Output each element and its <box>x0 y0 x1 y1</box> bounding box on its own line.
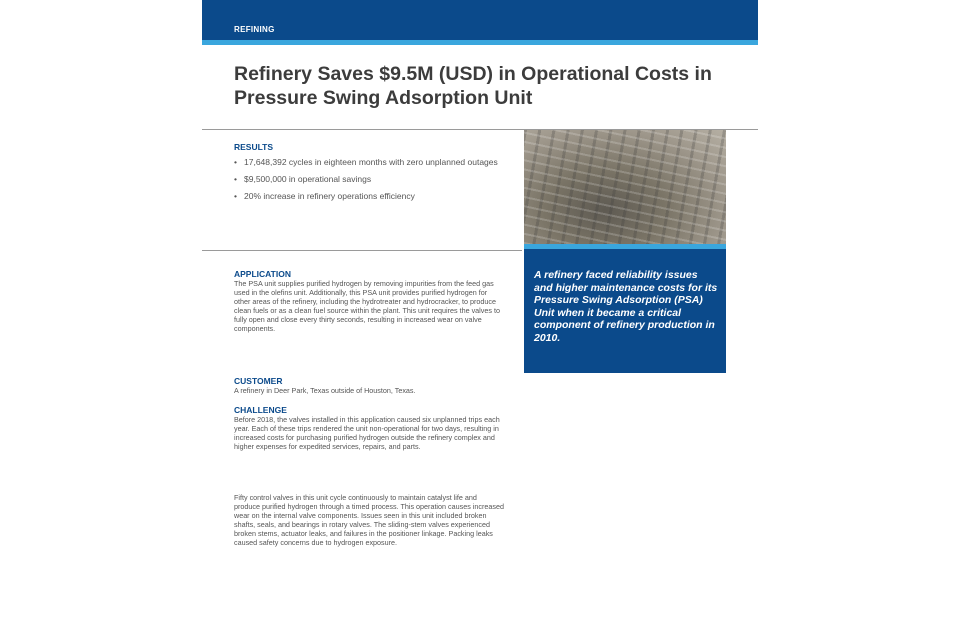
application-heading: APPLICATION <box>234 269 291 279</box>
challenge-text-2: Fifty control valves in this unit cycle continuously to maintain catalyst life and produce purified hydrogen through a timed process. This operation causes increased wear on the internal valve components. Issues seen in this unit included broken shafts, seals, and bearings in rotary valves. The sliding-stem valves experienced broken stems, actuator leaks, and failures in the positioner linkage. Packing leaks caused safety concerns due to hydrogen exposure. <box>234 493 504 547</box>
callout-text: A refinery faced reliability issues and higher maintenance costs for its Pressure Swing Adsorption (PSA) Unit when it became a critical component of refinery production in 2010. <box>534 269 718 344</box>
results-heading: RESULTS <box>234 142 274 152</box>
results-list <box>234 157 504 208</box>
header-band <box>202 0 758 44</box>
customer-text: A refinery in Deer Park, Texas outside of Houston, Texas. <box>234 386 416 395</box>
challenge-text-1: Before 2018, the valves installed in this application caused six unplanned trips each year. Each of these trips rendered the unit non-operational for two days, resulting in increased costs for purchasing purified hydrogen outside the refinery complex and higher expenses for expedited services, repairs, and parts. <box>234 415 500 451</box>
result-item: • $9,500,000 in operational savings <box>234 174 504 185</box>
category-label: REFINING <box>234 25 275 34</box>
case-study-page <box>202 0 758 640</box>
result-item: • 20% increase in refinery operations efficiency <box>234 191 504 202</box>
application-text: The PSA unit supplies purified hydrogen by removing impurities from the feed gas used in the olefins unit. Additionally, this PSA unit provides purified hydrogen for other areas of the refinery, including the hydrotreater and hydrocracker, to produce clean fuels or as a clean fuel source within the plant. This unit requires the valves to fully open and close every thirty seconds, resulting in increased wear on valve components. <box>234 279 500 333</box>
callout-box <box>524 249 726 373</box>
refinery-aerial-photo <box>524 130 726 244</box>
page-title: Refinery Saves $9.5M (USD) in Operational Costs in Pressure Swing Adsorption Unit <box>234 63 712 109</box>
divider-middle <box>202 250 522 251</box>
result-item: • 17,648,392 cycles in eighteen months with zero unplanned outages <box>234 157 504 168</box>
customer-heading: CUSTOMER <box>234 376 283 386</box>
header-accent-stripe <box>202 40 758 45</box>
challenge-heading: CHALLENGE <box>234 405 287 415</box>
